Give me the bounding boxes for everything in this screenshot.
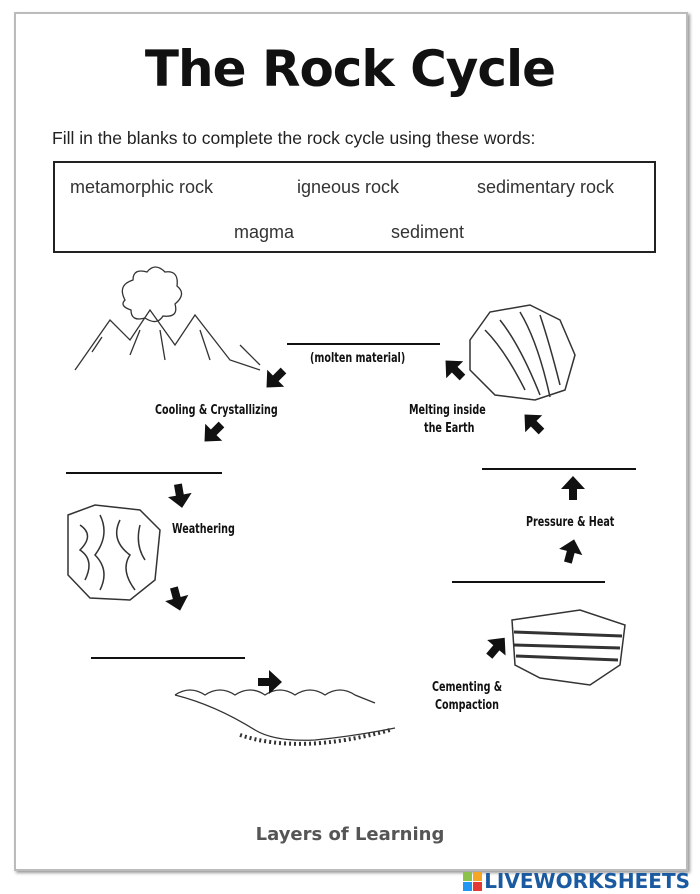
page-title: The Rock Cycle: [144, 40, 556, 98]
instructions: Fill in the blanks to complete the rock cycle using these words:: [52, 128, 536, 148]
blank-igneous-rock[interactable]: [66, 472, 222, 474]
metamorphic-rock-drawing: [470, 305, 575, 400]
sedimentary-rock-drawing: [512, 610, 625, 685]
answer-input[interactable]: [482, 446, 640, 470]
arrow-icon: [165, 481, 195, 511]
answer-input[interactable]: [91, 635, 249, 659]
word-bank-item: igneous rock: [297, 177, 400, 197]
word-bank-item: metamorphic rock: [70, 177, 214, 197]
volcano-drawing: [75, 267, 260, 370]
publisher-footer: Layers of Learning: [255, 824, 445, 845]
label-pressure-heat: Pressure & Heat: [526, 515, 615, 530]
word-bank-item: magma: [234, 222, 295, 242]
watermark-text: LIVEWORKSHEETS: [484, 869, 690, 893]
sediment-water-drawing: [175, 690, 395, 744]
label-cementing-1: Cementing &: [432, 680, 503, 695]
label-cooling: Cooling & Crystallizing: [155, 403, 278, 418]
blank-magma[interactable]: [287, 343, 440, 345]
label-weathering: Weathering: [172, 522, 235, 537]
label-melting-2: the Earth: [424, 421, 475, 436]
liveworksheets-watermark: [463, 869, 690, 893]
answer-input[interactable]: [66, 450, 226, 474]
igneous-rock-drawing: [68, 505, 160, 600]
arrow-icon: [560, 475, 586, 501]
blank-sediment[interactable]: [91, 657, 245, 659]
label-molten-material: (molten material): [310, 351, 406, 366]
word-bank-item: sediment: [391, 222, 465, 242]
blank-metamorphic-rock[interactable]: [482, 468, 636, 470]
word-bank-item: sedimentary rock: [477, 177, 615, 197]
answer-input[interactable]: [452, 559, 609, 583]
liveworksheets-logo-icon: [463, 872, 482, 891]
label-cementing-2: Compaction: [435, 698, 499, 713]
blank-sedimentary-rock[interactable]: [452, 581, 605, 583]
arrow-icon: [257, 669, 283, 695]
answer-input[interactable]: [287, 321, 444, 345]
label-melting-1: Melting inside: [409, 403, 486, 418]
